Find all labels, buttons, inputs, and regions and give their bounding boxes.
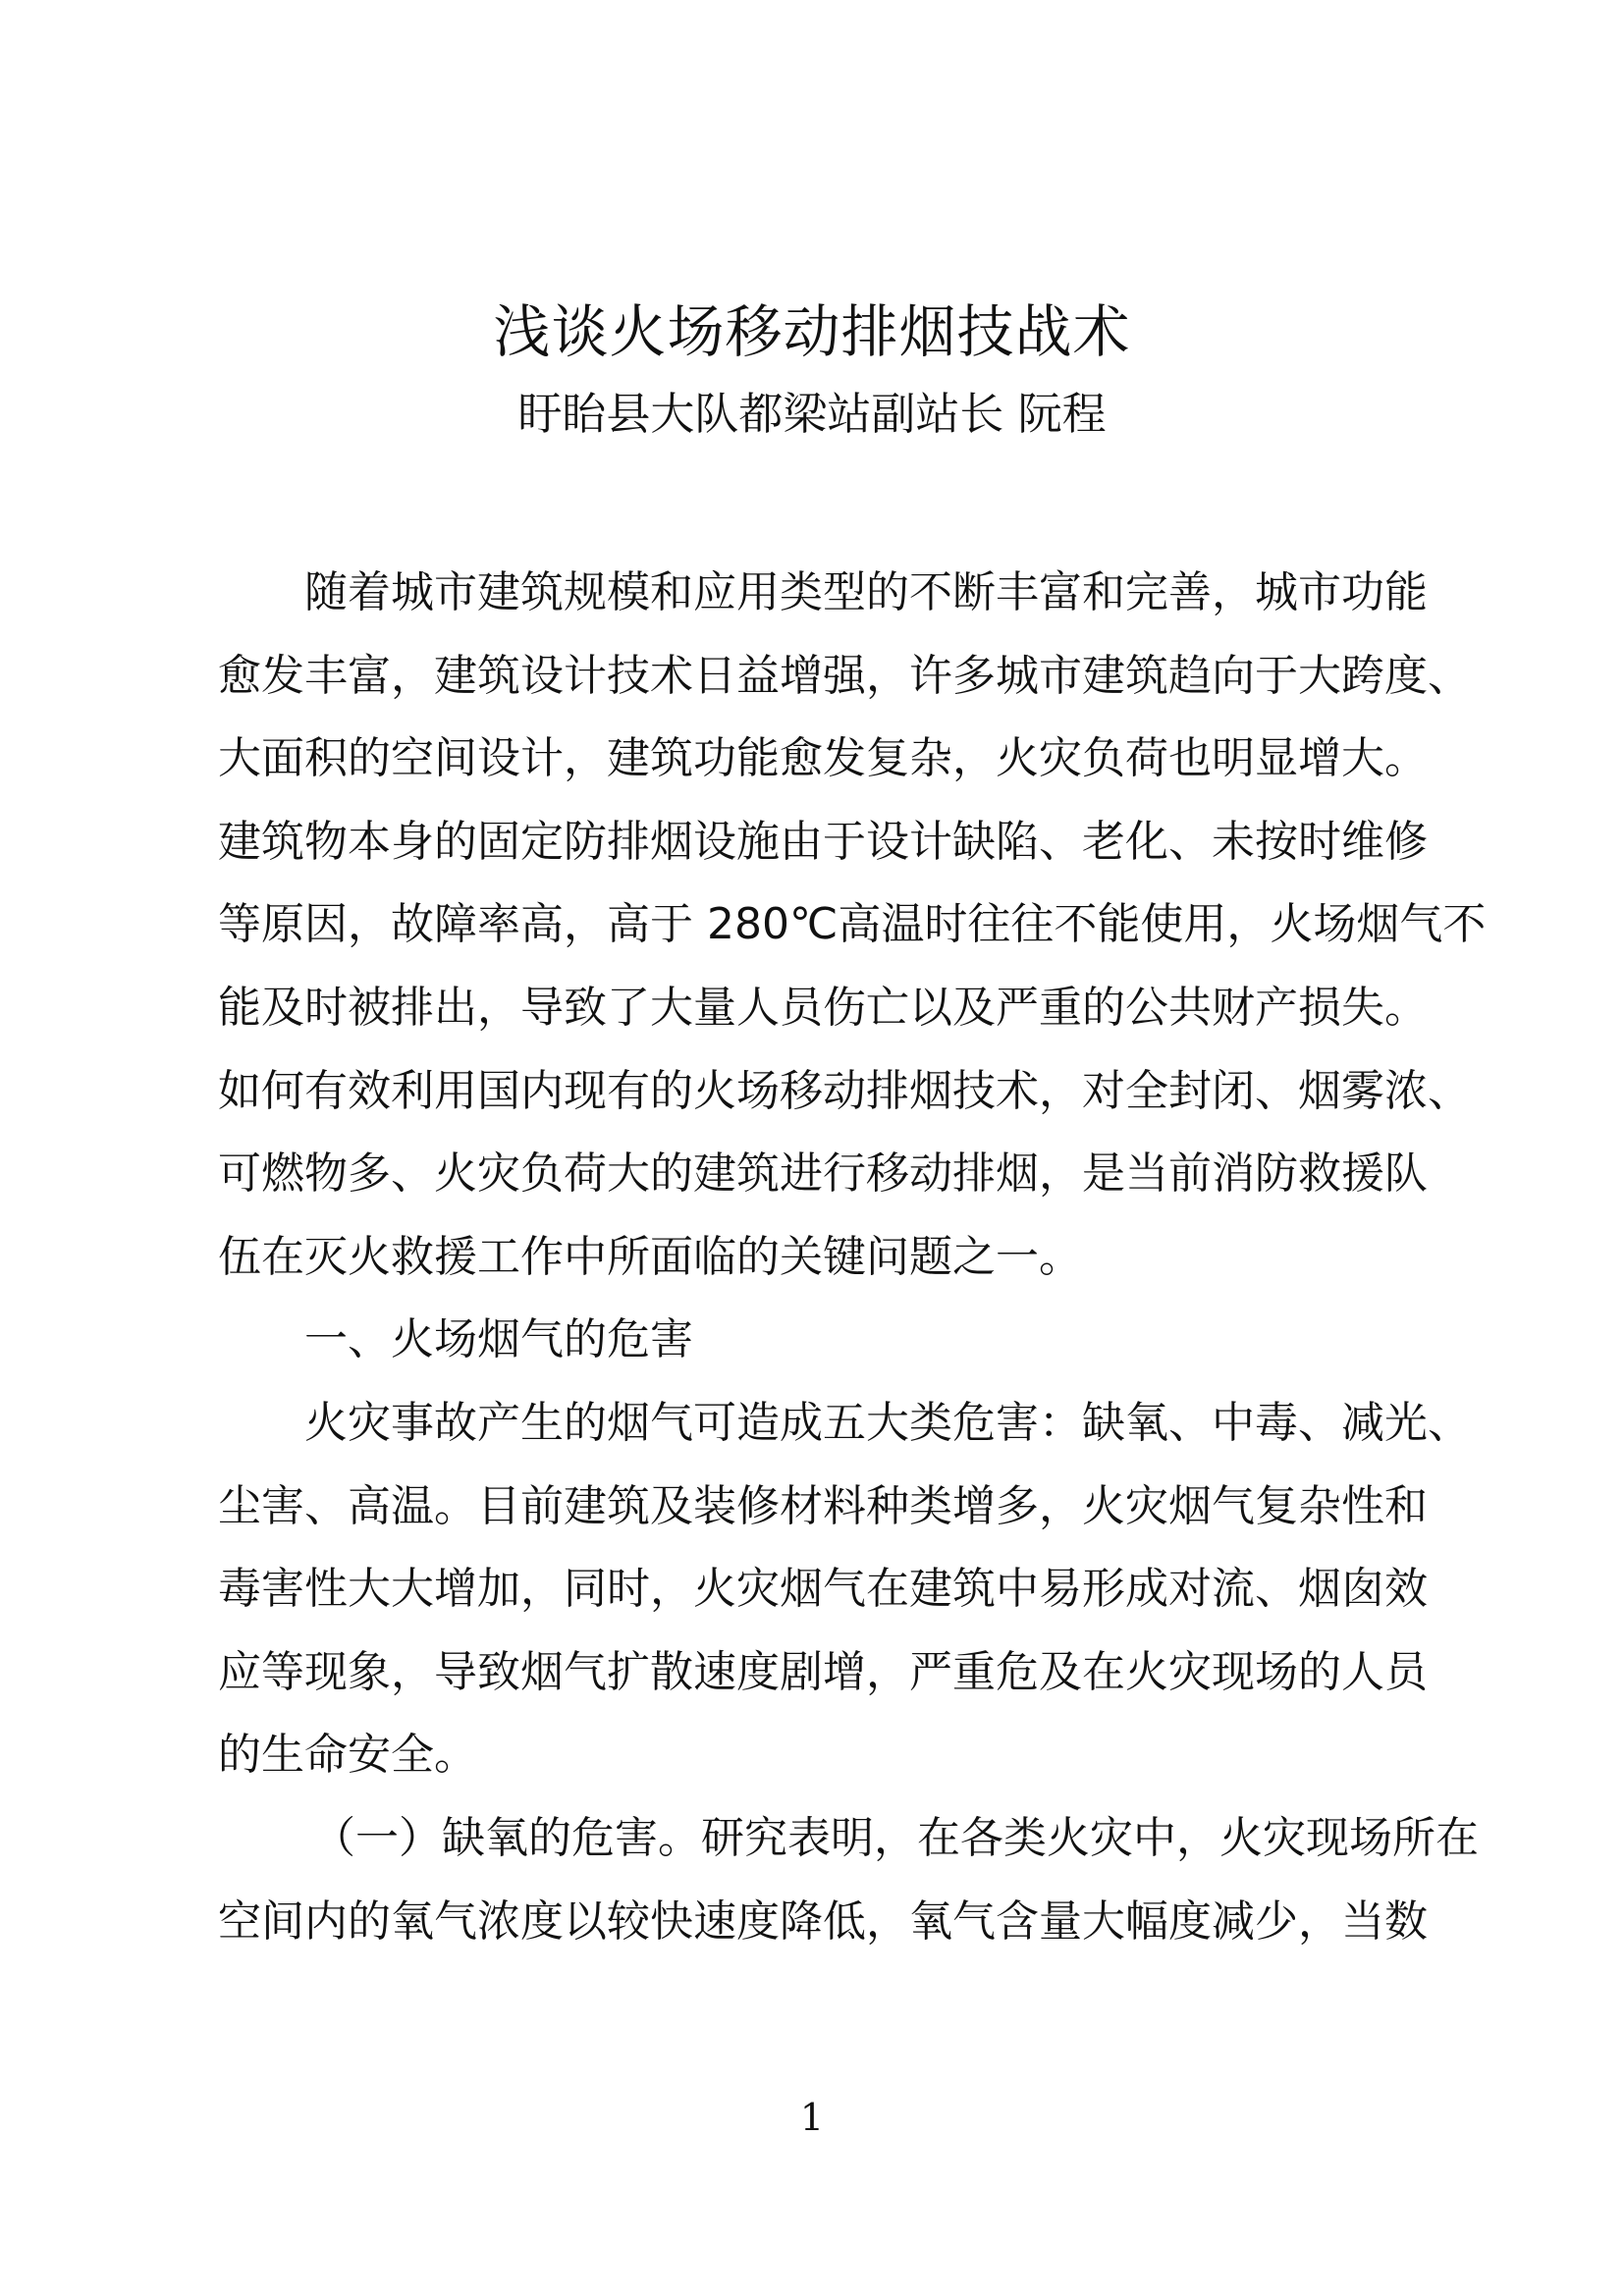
paragraph-line: 火灾事故产生的烟气可造成五大类危害：缺氧、中毒、减光、 [304, 1397, 1471, 1448]
paragraph-line: 伍在灭火救援工作中所面临的关键问题之一。 [218, 1231, 1082, 1282]
paragraph-line: 随着城市建筑规模和应用类型的不断丰富和完善，城市功能 [304, 567, 1428, 617]
paragraph-line: 空间内的氧气浓度以较快速度降低，氧气含量大幅度减少，当数 [218, 1896, 1428, 1947]
document-title: 浅谈火场移动排烟技战术 [493, 298, 1131, 365]
paragraph-line: 如何有效利用国内现有的火场移动排烟技术，对全封闭、烟雾浓、 [218, 1065, 1471, 1116]
paragraph-line: 等原因，故障率高，高于 280℃高温时往往不能使用，火场烟气不 [218, 899, 1487, 950]
paragraph-line: 应等现象，导致烟气扩散速度剧增，严重危及在火灾现场的人员 [218, 1646, 1428, 1697]
paragraph-line: 大面积的空间设计，建筑功能愈发复杂，火灾负荷也明显增大。 [218, 733, 1428, 784]
document-body [218, 552, 1487, 1963]
paragraph-line: 毒害性大大增加，同时，火灾烟气在建筑中易形成对流、烟囱效 [218, 1564, 1428, 1615]
paragraph-line: 愈发丰富，建筑设计技术日益增强，许多城市建筑趋向于大跨度、 [218, 650, 1471, 701]
paragraph-line: 的生命安全。 [218, 1730, 477, 1781]
paragraph-line: 可燃物多、火灾负荷大的建筑进行移动排烟，是当前消防救援队 [218, 1148, 1428, 1200]
section-heading: 一、火场烟气的危害 [304, 1314, 693, 1365]
paragraph-line: 尘害、高温。目前建筑及装修材料种类增多，火灾烟气复杂性和 [218, 1480, 1428, 1531]
paragraph-line: 能及时被排出，导致了大量人员伤亡以及严重的公共财产损失。 [218, 982, 1428, 1033]
author-line: 盱眙县大队都梁站副站长 阮程 [517, 388, 1107, 440]
paragraph-line: （一）缺氧的危害。研究表明，在各类火灾中，火灾现场所在 [312, 1812, 1479, 1863]
paragraph-line: 建筑物本身的固定防排烟设施由于设计缺陷、老化、未按时维修 [218, 816, 1428, 867]
page-number: 1 [799, 2096, 825, 2139]
